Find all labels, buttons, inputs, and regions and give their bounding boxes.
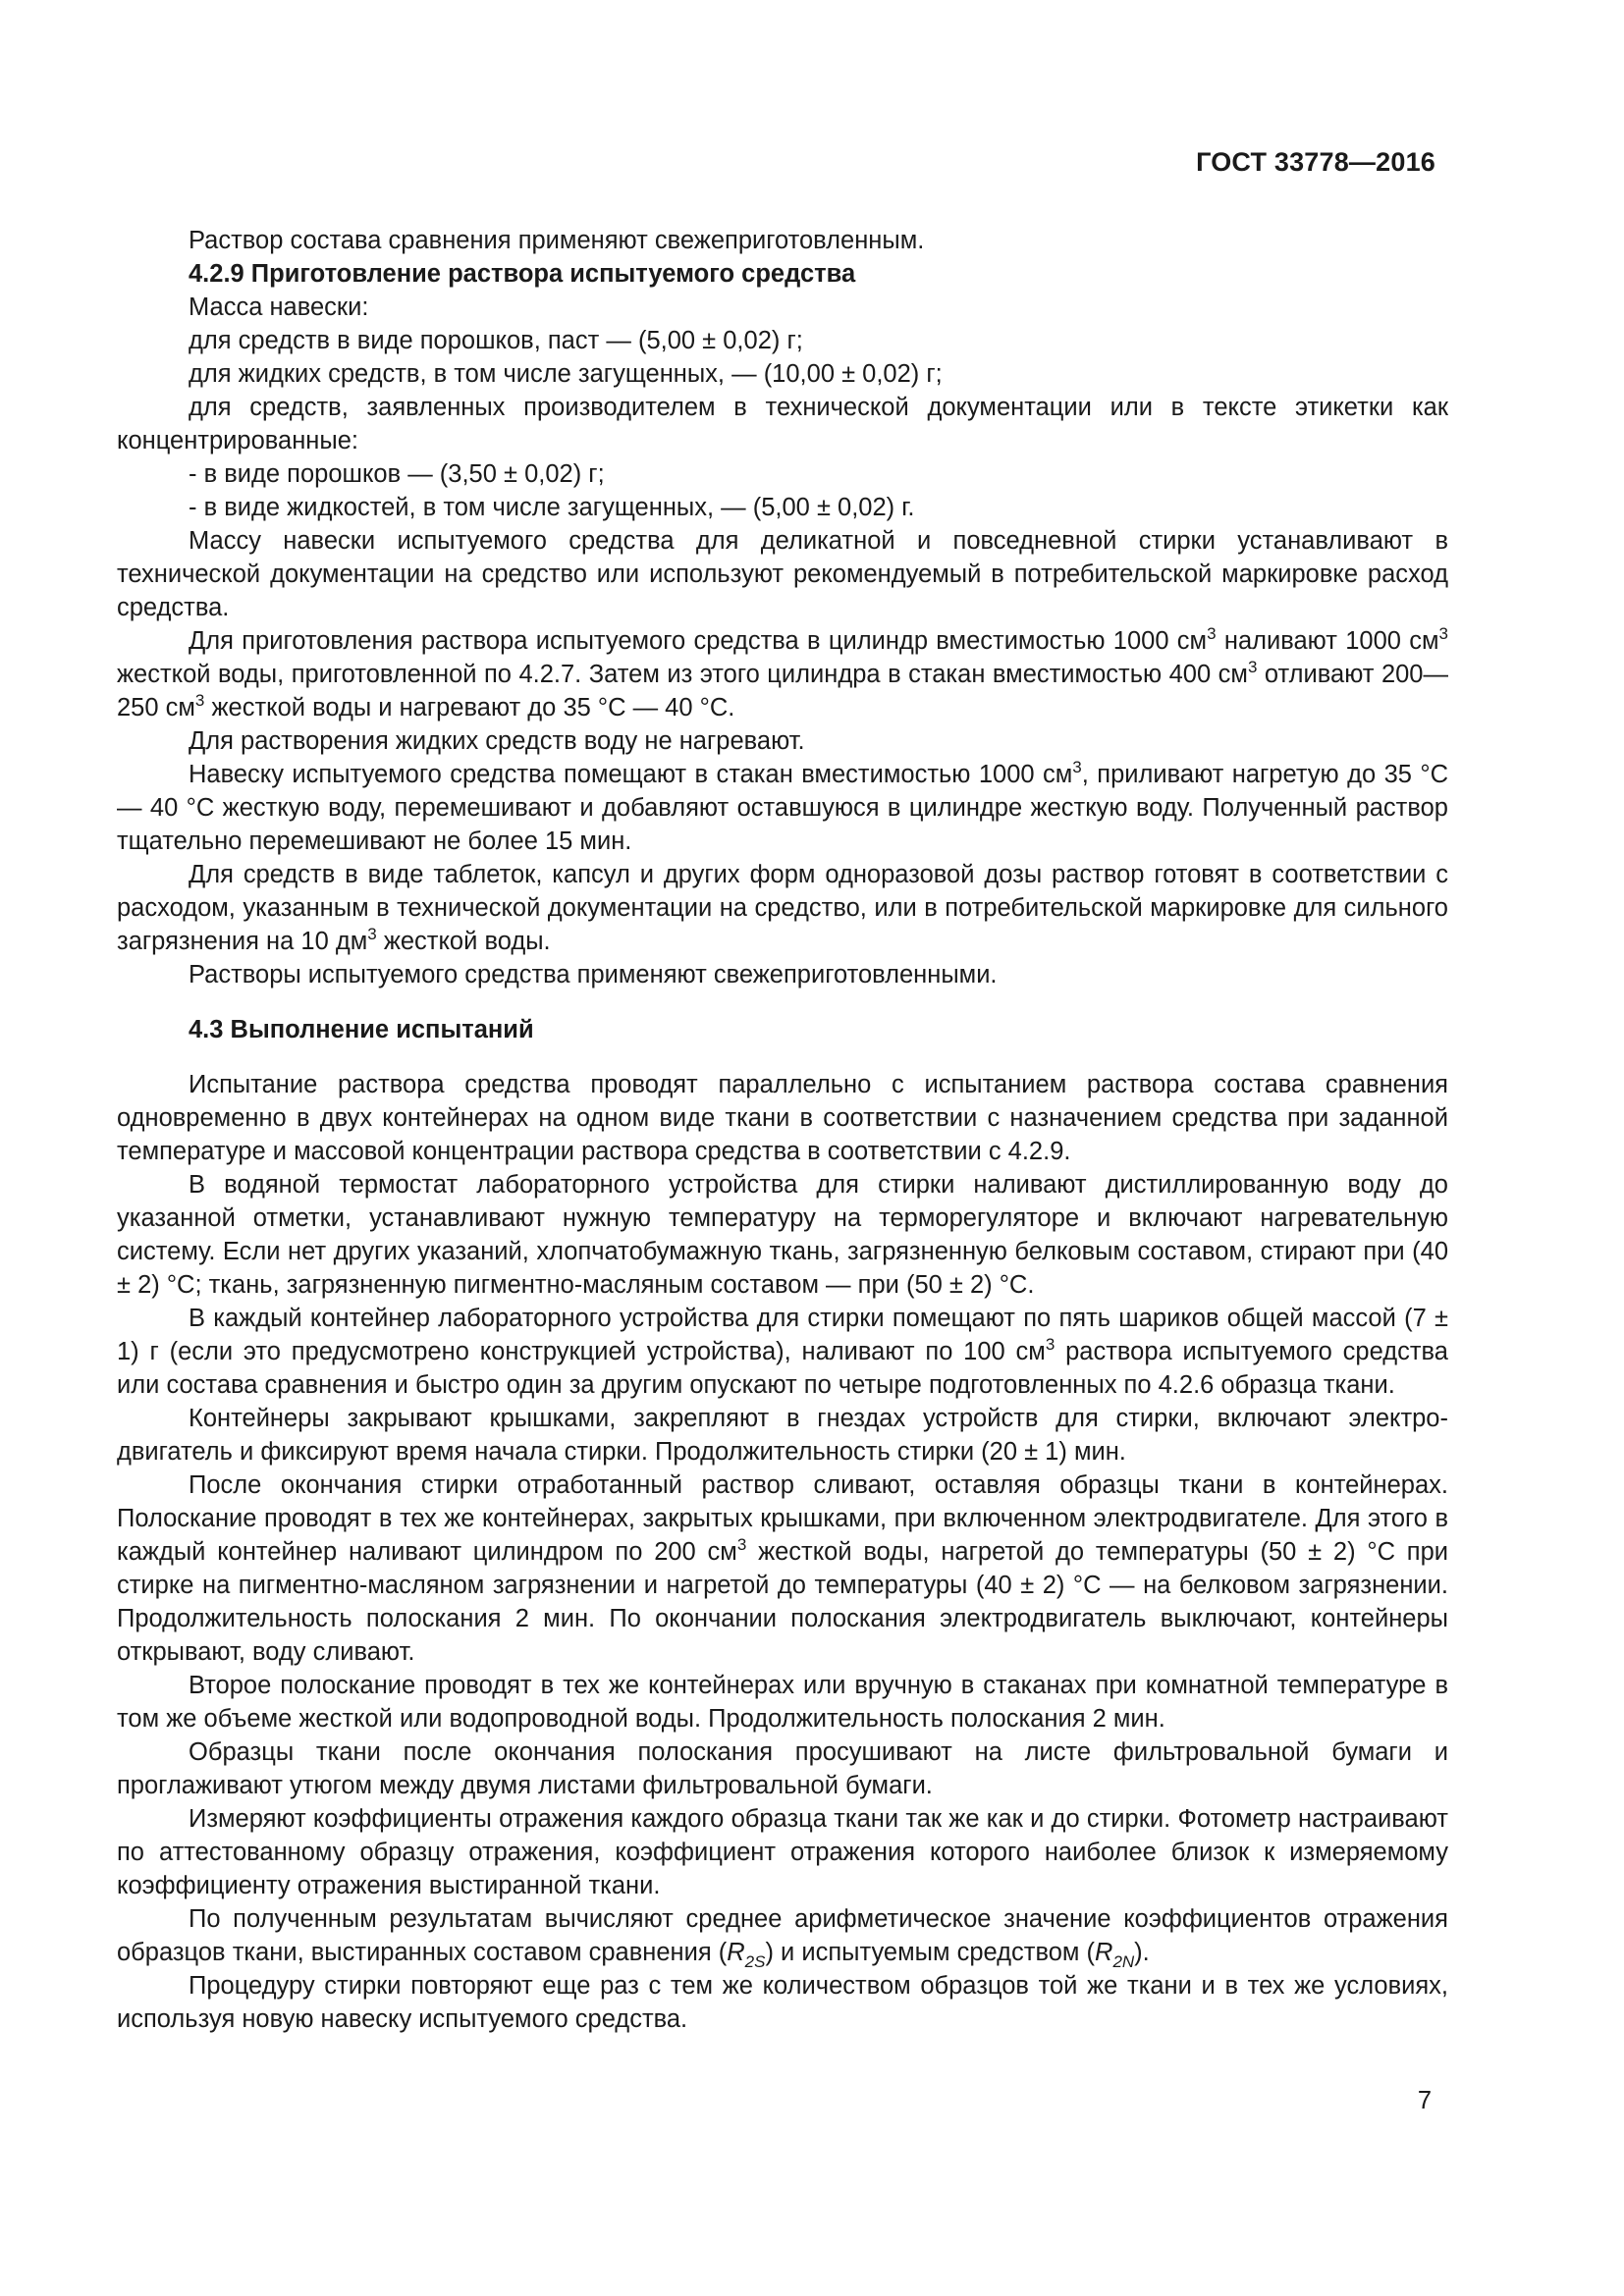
- list-item: для жидких средств, в том числе загущенных, — (10,00 ± 0,02) г;: [189, 360, 943, 388]
- section-heading-4-2-9: 4.2.9 Приготовление раствора испытуемого средства: [189, 260, 856, 288]
- paragraph: По полученным результатам вычисляют среднее арифметическое значение коэффициентов отражения образцов ткани, выстиранных составом сравнения $(R_{2S})$ и испытуемым средством $(R_{2N})$.: [117, 1905, 1448, 1971]
- paragraph: Второе полоскание проводят в тех же контейнерах или вручную в стаканах при комнатной температуре в том же объеме жесткой или водопроводной воды. Продолжительность полоскания 2 мин.: [117, 1672, 1448, 1733]
- paragraph: Образцы ткани после окончания полоскания просушивают на листе фильтровальной бумаги и проглаживают утюгом между двумя листами фильтровальной бумаги.: [117, 1738, 1448, 1799]
- page-number: 7: [1417, 2087, 1432, 2114]
- paragraph: В водяной термостат лабораторного устройства для стирки наливают дистиллированную воду до указанной отметки, устанавливают нужную температуру на терморегуляторе и включают нагревательную систему. Если нет других указаний, хлопчатобумажную ткань, загрязненную белковым составом, стирают при (40 ± 2) °С; ткань, загрязненную пигментно-масляным составом — при (50 ± 2) °С.: [117, 1171, 1448, 1299]
- document-standard-id: ГОСТ 33778—2016: [1196, 147, 1435, 177]
- paragraph: Для средств в виде таблеток, капсул и других форм одноразовой дозы раствор готовят в соответствии с расходом, указанным в технической документации на средство, или в потребительской маркировке для сильного загрязнения на 10 $дм^3$ жесткой воды.: [117, 861, 1448, 955]
- list-item: - в виде жидкостей, в том числе загущенных, — (5,00 ± 0,02) г.: [189, 494, 915, 521]
- document-body: [117, 224, 1448, 2036]
- paragraph: Испытание раствора средства проводят параллельно с испытанием раствора состава сравнения одновременно в двух контейнерах на одном виде ткани в соответствии с назначением средства при заданной температуре и массовой концентрации раствора средства в соответствии с 4.2.9.: [117, 1071, 1448, 1165]
- paragraph: Контейнеры закрывают крышками, закрепляют в гнездах устройств для стирки, включают электродвигатель и фиксируют время начала стирки. Продолжительность стирки (20 ± 1) мин.: [117, 1405, 1448, 1466]
- paragraph: Измеряют коэффициенты отражения каждого образца ткани так же как и до стирки. Фотометр настраивают по аттестованному образцу отражения, коэффициент отражения которого наиболее близок к измеряемому коэффициенту отражения выстиранной ткани.: [117, 1805, 1448, 1899]
- list-item: для средств, заявленных производителем в технической документации или в тексте этикетки как концентрированные:: [117, 394, 1448, 454]
- list-item: для средств в виде порошков, паст — (5,00 ± 0,02) г;: [189, 327, 803, 354]
- paragraph: Раствор состава сравнения применяют свежеприготовленным.: [189, 227, 925, 254]
- paragraph: Массу навески испытуемого средства для деликатной и повседневной стирки устанавливают в технической документации на средство или используют рекомендуемый в потребительской маркировке расход средства.: [117, 527, 1448, 621]
- paragraph: Масса навески:: [189, 294, 369, 321]
- section-heading-4-3: 4.3 Выполнение испытаний: [189, 1016, 534, 1043]
- paragraph: Растворы испытуемого средства применяют свежеприготовленными.: [189, 961, 998, 988]
- paragraph: Навеску испытуемого средства помещают в стакан вместимостью 1000 $см^3$, приливают нагретую до 35 °С — 40 °С жесткую воду, перемешивают и добавляют оставшуюся в цилиндре жесткую воду. Полученный раствор тщательно перемешивают не более 15 мин.: [117, 758, 1448, 855]
- formula-symbol: R: [1095, 1939, 1113, 1966]
- paragraph: В каждый контейнер лабораторного устройства для стирки помещают по пять шариков общей массой (7 ± 1) г (если это предусмотрено конструкцией устройства), наливают по 100 $см^3$ раствора испытуемого средства или состава сравнения и быстро один за другим опускают по четыре подготовленных по 4.2.6 образца ткани.: [117, 1305, 1448, 1399]
- formula-symbol: R: [727, 1939, 745, 1966]
- paragraph: Процедуру стирки повторяют еще раз с тем же количеством образцов той же ткани и в тех же условиях, используя новую навеску испытуемого средства.: [117, 1972, 1448, 2033]
- paragraph: После окончания стирки отработанный раствор сливают, оставляя образцы ткани в контейнерах. Полоскание проводят в тех же контейнерах, закрытых крышками, при включенном электродвигателе. Для этого в каждый контейнер наливают цилиндром по 200 $см^3$ жесткой воды, нагретой до температуры (50 ± 2) °С при стирке на пигментно-масляном загрязнении и нагретой до температуры (40 ± 2) °С — на белковом загрязнении. Продолжительность полоскания 2 мин. По окончании полоскания электродвигатель выключают, контейнеры открывают, воду сливают.: [117, 1471, 1449, 1666]
- paragraph: Для растворения жидких средств воду не нагревают.: [189, 727, 805, 755]
- list-item: - в виде порошков — (3,50 ± 0,02) г;: [189, 460, 605, 488]
- paragraph: Для приготовления раствора испытуемого средства в цилиндр вместимостью 1000 $см^3$ наливают 1000 $см^3$ жесткой воды, приготовленной по 4.2.7. Затем из этого цилиндра в стакан вместимостью 400 $см^3$ отливают 200—250 $см^3$ жесткой воды и нагревают до 35 °С — 40 °С.: [117, 624, 1448, 721]
